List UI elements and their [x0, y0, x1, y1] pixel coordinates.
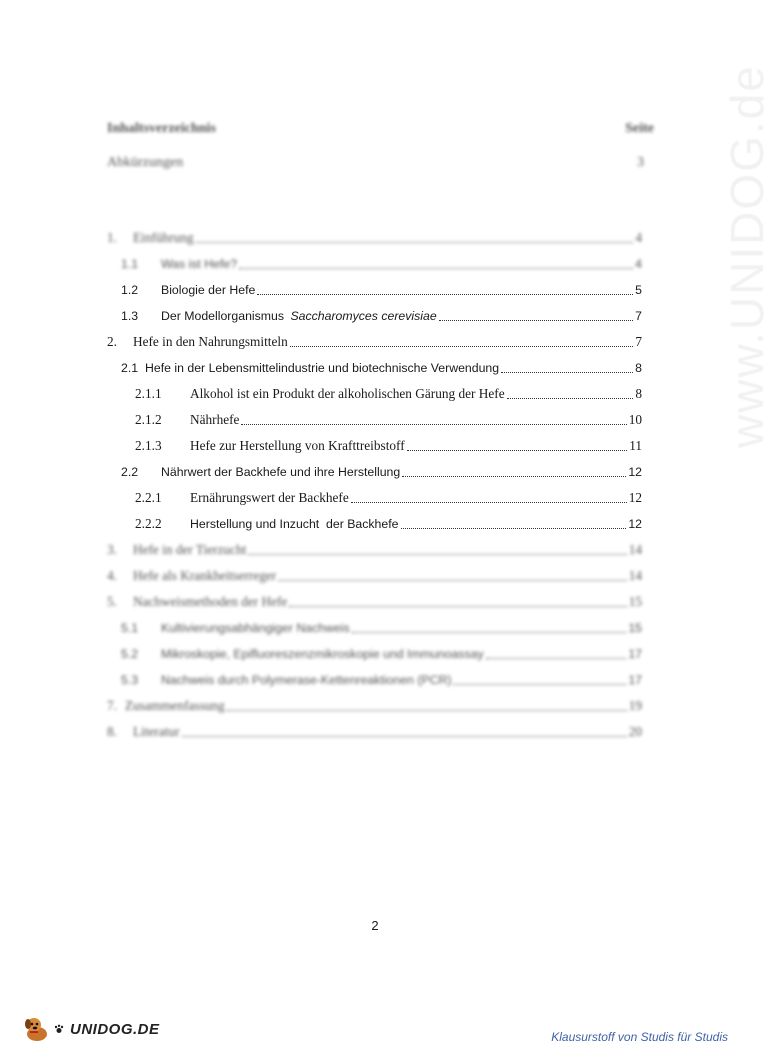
toc-entry-title: Nährhefe — [190, 412, 240, 427]
toc-entry — [107, 722, 642, 742]
abbreviations-page: 3 — [637, 155, 644, 170]
toc-entry-number: 8. — [107, 724, 117, 739]
toc-entry-page: 4 — [635, 230, 642, 245]
toc-entry-page: 17 — [628, 647, 642, 661]
toc-entry-title: Hefe in der Lebensmittelindustrie und biotechnische Verwendung — [145, 361, 500, 375]
dot-leader — [241, 424, 626, 425]
toc-entry-page: 5 — [635, 283, 642, 297]
toc-entry-page: 8 — [635, 361, 642, 375]
toc-entry — [107, 540, 642, 560]
page-number: 2 — [371, 918, 379, 933]
toc-entry — [121, 358, 642, 378]
toc-header — [107, 121, 654, 137]
dot-leader — [501, 372, 633, 373]
dot-leader — [278, 580, 626, 581]
toc-heading: Inhaltsverzeichnis — [107, 121, 216, 136]
toc-entry — [135, 384, 642, 404]
toc-entry-title: Einführung — [133, 230, 194, 245]
toc-entry-number: 1.2 — [121, 283, 139, 297]
toc-entry-page: 14 — [628, 568, 642, 583]
toc-entry — [121, 644, 642, 664]
dot-leader — [351, 502, 627, 503]
toc-entry — [121, 306, 642, 326]
toc-entry-title: Ernährungswert der Backhefe — [190, 490, 349, 505]
dog-mascot-icon — [22, 1015, 52, 1043]
toc-entry-page: 14 — [628, 542, 642, 557]
toc-entry-number: 1. — [107, 230, 117, 245]
toc-entry — [135, 410, 642, 430]
toc-entry-title: Nachweis durch Polymerase-Kettenreaktionen (PCR) — [161, 673, 452, 687]
toc-entry-title: Kultivierungsabhängiger Nachweis — [161, 621, 350, 635]
toc-entry — [135, 488, 642, 508]
toc-entry-title: Biologie der Hefe — [161, 283, 256, 297]
toc-entry — [107, 332, 642, 352]
toc-entry-number: 2.1.1 — [135, 386, 162, 401]
dot-leader — [352, 632, 627, 633]
toc-entry-number: 2.1.2 — [135, 412, 162, 427]
dot-leader — [407, 450, 628, 451]
toc-entry — [135, 436, 642, 456]
toc-entry-title: Literatur — [133, 724, 180, 739]
toc-entry-page: 19 — [628, 698, 642, 713]
toc-entry-page: 15 — [628, 594, 642, 609]
dot-leader — [507, 398, 634, 399]
dot-leader — [290, 346, 634, 347]
toc-entry-title: Alkohol ist ein Produkt der alkoholischen Gärung der Hefe — [190, 386, 505, 401]
toc-entry-number: 2.1 — [121, 361, 139, 375]
toc-entry-page: 17 — [628, 673, 642, 687]
toc-entry-number: 5. — [107, 594, 117, 609]
dot-leader — [289, 606, 626, 607]
dot-leader — [257, 294, 633, 295]
dot-leader — [227, 710, 627, 711]
toc-entry-title: Was ist Hefe? — [161, 257, 238, 271]
toc-entry-number: 5.2 — [121, 647, 139, 661]
toc-entry-title: Hefe zur Herstellung von Krafttreibstoff — [190, 438, 405, 453]
toc-entry-page: 4 — [635, 257, 642, 271]
toc-entry-number: 4. — [107, 568, 117, 583]
toc-entry-title: Mikroskopie, Epifluoreszenzmikroskopie und Immunoassay — [161, 647, 484, 661]
toc-entry-number: 2.1.3 — [135, 438, 162, 453]
logo-text: UNIDOG.DE — [70, 1020, 160, 1038]
toc-entry-number: 5.1 — [121, 621, 139, 635]
paw-icon — [54, 1024, 64, 1034]
toc-entry — [107, 228, 642, 248]
toc-entry-number: 2.2.2 — [135, 516, 162, 531]
dot-leader — [401, 528, 627, 529]
toc-entry-number: 2. — [107, 334, 117, 349]
toc-entry-title: Hefe in den Nahrungsmitteln — [133, 334, 288, 349]
dot-leader — [248, 554, 626, 555]
dot-leader — [196, 242, 634, 243]
dot-leader — [402, 476, 626, 477]
abbreviations-entry — [107, 155, 644, 171]
watermark: www.UNIDOG.de — [721, 64, 773, 448]
toc-entry-title: Nährwert der Backhefe und ihre Herstellung — [161, 465, 401, 479]
toc-entry-page: 12 — [628, 490, 642, 505]
toc-entry-page: 7 — [635, 334, 642, 349]
toc-entry-page: 15 — [628, 621, 642, 635]
toc-entry — [121, 462, 642, 482]
toc-entry-number: 2.2 — [121, 465, 139, 479]
toc-entry — [121, 670, 642, 690]
dot-leader — [486, 658, 627, 659]
toc-entry-number: 1.3 — [121, 309, 139, 323]
toc-entry-page: 12 — [628, 517, 642, 531]
toc-entry-page: 12 — [628, 465, 642, 479]
toc-entry-number: 7. — [107, 698, 117, 713]
toc-entry-number: 2.2.1 — [135, 490, 162, 505]
dot-leader — [182, 736, 627, 737]
dot-leader — [239, 268, 633, 269]
toc-entry-number: 3. — [107, 542, 117, 557]
toc-entry-title-italic: Saccharomyces cerevisiae — [290, 309, 437, 323]
toc-entry-page: 10 — [628, 412, 642, 427]
toc-entry-number: 5.3 — [121, 673, 139, 687]
abbreviations-title: Abkürzungen — [107, 155, 184, 170]
unidog-logo — [22, 1015, 160, 1043]
toc-entry — [107, 592, 642, 612]
toc-entry-title: Zusammenfassung — [125, 698, 225, 713]
toc-entry-title: Der Modellorganismus — [161, 309, 288, 323]
toc-entry — [135, 514, 642, 534]
toc-entry-page: 7 — [635, 309, 642, 323]
toc-entry-title: Hefe als Krankheitserreger — [133, 568, 277, 583]
page-column-heading: Seite — [625, 121, 654, 136]
dot-leader — [453, 684, 626, 685]
toc-entry — [121, 254, 642, 274]
toc-entry — [107, 566, 642, 586]
toc-entry-title: Hefe in der Tierzucht — [133, 542, 247, 557]
toc-entry-page: 11 — [629, 438, 642, 453]
toc-entry-page: 8 — [635, 386, 642, 401]
toc-entry — [121, 618, 642, 638]
dot-leader — [439, 320, 633, 321]
footer-slogan: Klausurstoff von Studis für Studis — [551, 1030, 728, 1044]
toc-entry — [121, 280, 642, 300]
toc-entry-page: 20 — [628, 724, 642, 739]
toc-entry-title: Nachweismethoden der Hefe — [133, 594, 288, 609]
toc-entry-number: 1.1 — [121, 257, 139, 271]
toc-entry-title: Herstellung und Inzucht der Backhefe — [190, 517, 399, 531]
toc-entry — [107, 696, 642, 716]
